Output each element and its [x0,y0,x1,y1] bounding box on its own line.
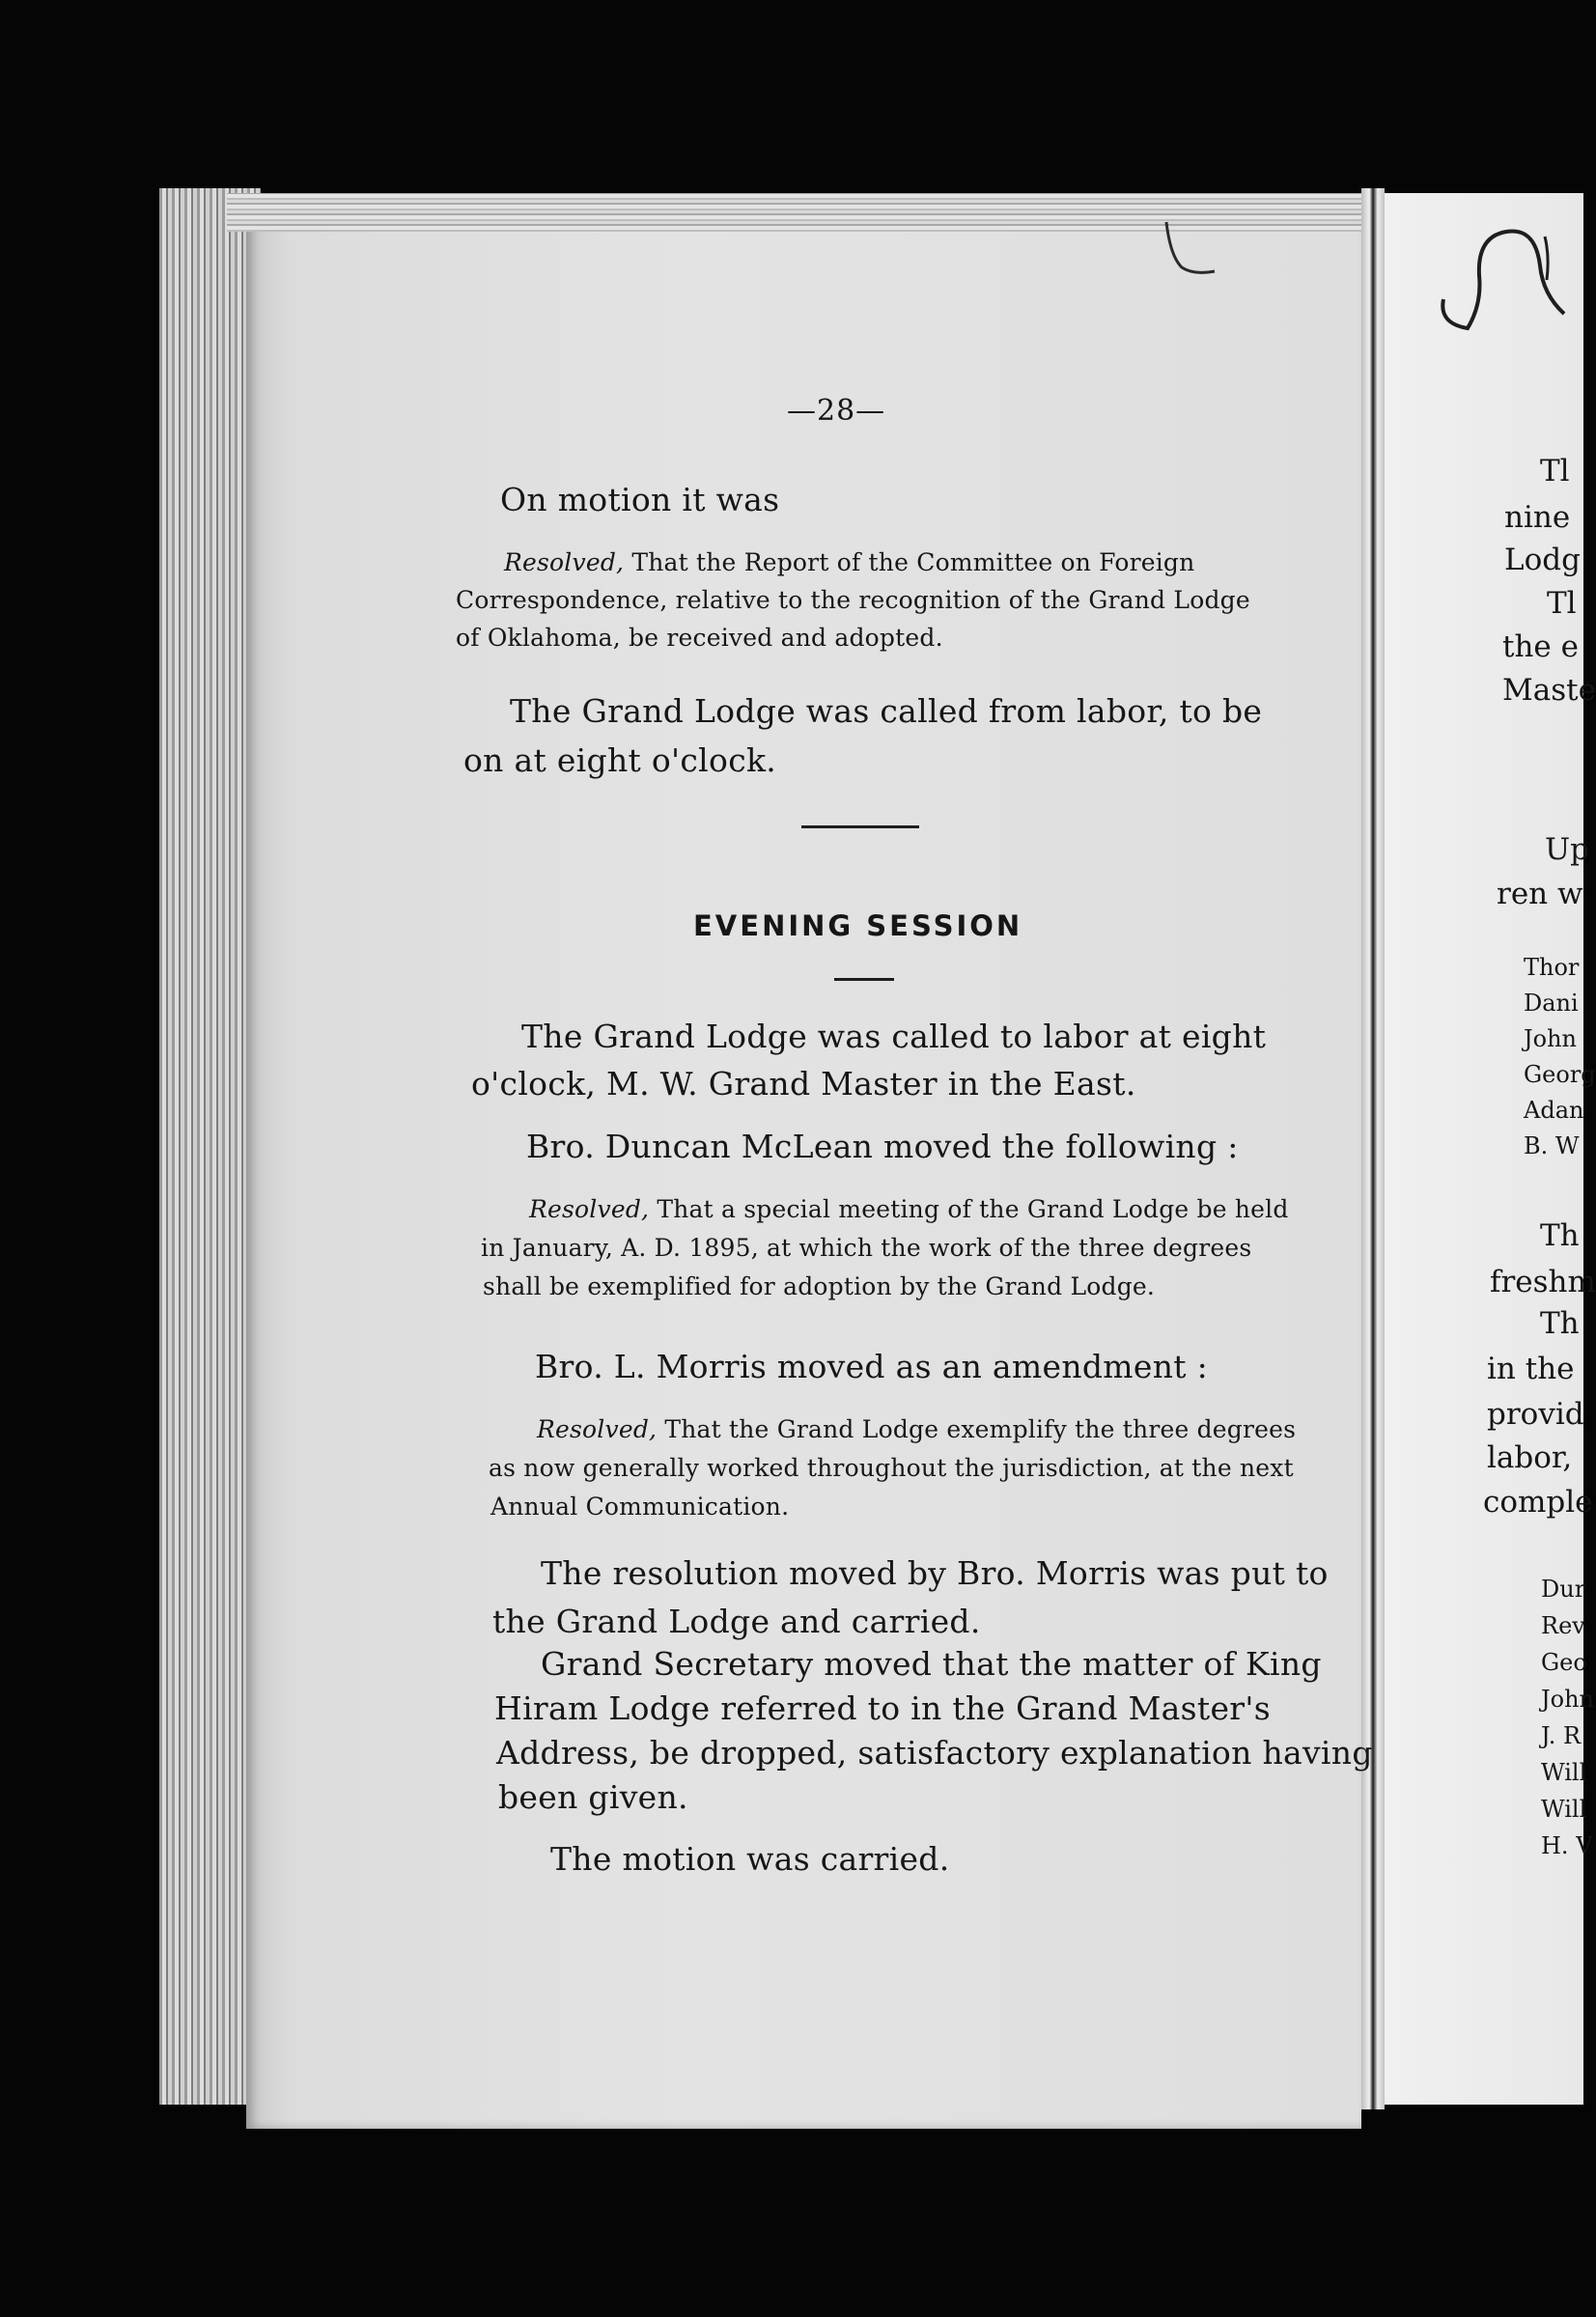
right-line-3: Lodg [1504,543,1581,577]
right-name-1: Thor [1524,954,1580,981]
paragraph-on-motion: On motion it was [500,481,780,518]
resolution-1-line-2: Correspondence, relative to the recognition of the Grand Lodge [456,586,1250,614]
right-name-3: John [1524,1025,1577,1052]
right-name-5: Adan [1524,1097,1584,1124]
paragraph-resolution-carried-line-1: The resolution moved by Bro. Morris was put to [541,1554,1329,1592]
resolved-label: Resolved, [504,548,625,576]
paragraph-mclean-motion: Bro. Duncan McLean moved the following : [526,1128,1239,1165]
resolution-1-line-3: of Oklahoma, be received and adopted. [456,624,943,652]
right-line-5: the e [1502,629,1579,664]
right-name-8: Rev [1541,1612,1585,1639]
right-name-4: Georg [1524,1061,1596,1088]
resolution-1-line-1 [504,548,1194,576]
right-line-4: Tl [1547,586,1577,621]
right-line-6: Maste [1502,673,1596,708]
pencil-mark-icon [1159,217,1226,285]
section-heading: EVENING SESSION [693,909,1023,942]
right-line-9: Th [1540,1218,1580,1253]
right-name-14: H. V [1541,1832,1593,1859]
resolution-3-line-2: as now generally worked throughout the jurisdiction, at the next [489,1454,1294,1482]
page-number: —28— [787,394,886,428]
right-name-12: Will [1541,1759,1587,1786]
paragraph-called-from-labor-line-1: The Grand Lodge was called from labor, to be [510,692,1263,730]
section-divider [801,825,919,828]
right-line-13: provid [1487,1397,1584,1432]
right-line-10: freshm [1490,1265,1596,1299]
right-line-2: nine [1504,500,1571,535]
paragraph-called-from-labor-line-2: on at eight o'clock. [463,741,777,779]
right-name-10: John [1541,1686,1594,1713]
right-name-6: B. W [1524,1132,1580,1159]
right-name-11: J. R [1541,1722,1582,1749]
right-line-14: labor, [1487,1440,1573,1475]
right-line-15: comple [1483,1485,1593,1520]
right-line-1: Tl [1540,454,1570,489]
resolution-text: That the Grand Lodge exemplify the three degrees [664,1415,1297,1443]
right-name-7: Dur [1541,1576,1586,1603]
right-line-7: Up [1545,832,1589,867]
heading-underline [834,978,894,981]
resolution-text: That a special meeting of the Grand Lodge be held [657,1195,1289,1223]
resolution-text: That the Report of the Committee on Foreign [631,548,1195,576]
resolution-3-line-3: Annual Communication. [490,1493,790,1521]
paragraph-called-to-labor-line-2: o'clock, M. W. Grand Master in the East. [471,1065,1136,1103]
resolved-label: Resolved, [537,1415,658,1443]
right-line-11: Th [1540,1306,1580,1341]
paragraph-resolution-carried-line-2: the Grand Lodge and carried. [492,1603,981,1640]
paragraph-king-hiram-line-1: Grand Secretary moved that the matter of King [541,1645,1322,1683]
pencil-scribble-icon [1429,208,1583,343]
resolution-2-line-3: shall be exemplified for adoption by the Grand Lodge. [483,1272,1156,1300]
paragraph-king-hiram-line-3: Address, be dropped, satisfactory explanation having [496,1734,1373,1772]
resolution-2-line-1 [529,1195,1289,1223]
right-name-13: Will [1541,1796,1587,1823]
right-line-8: ren w [1497,877,1583,911]
paragraph-king-hiram-line-4: been given. [498,1778,688,1816]
resolution-3-line-1 [537,1415,1296,1443]
book-gutter [1361,188,1385,2109]
paragraph-called-to-labor-line-1: The Grand Lodge was called to labor at eight [521,1018,1267,1055]
right-name-2: Dani [1524,990,1579,1017]
resolved-label: Resolved, [529,1195,650,1223]
paragraph-morris-amendment: Bro. L. Morris moved as an amendment : [535,1348,1209,1385]
right-line-12: in the [1487,1352,1575,1386]
resolution-2-line-2: in January, A. D. 1895, at which the work of the three degrees [481,1234,1252,1262]
paragraph-motion-carried: The motion was carried. [550,1840,950,1878]
right-name-9: Geo [1541,1649,1587,1676]
paragraph-king-hiram-line-2: Hiram Lodge referred to in the Grand Master's [494,1689,1271,1727]
